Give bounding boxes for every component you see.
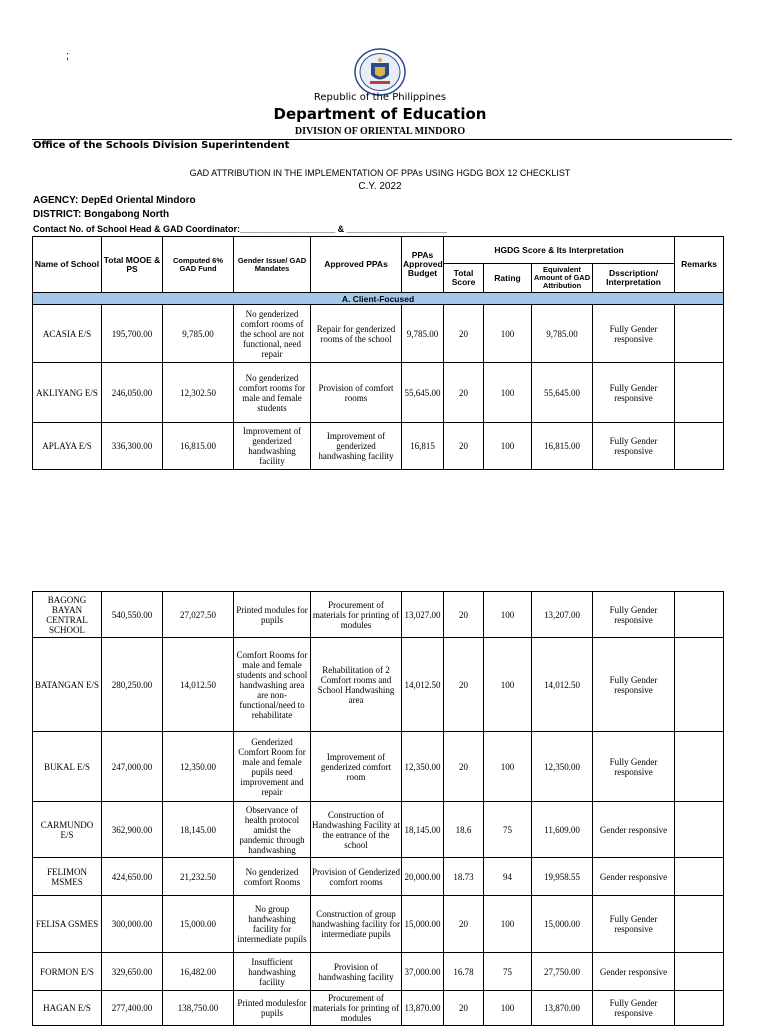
cell-equiv: 11,609.00 <box>532 802 593 858</box>
cell-moe: 424,650.00 <box>102 858 163 896</box>
cell-budget: 13,870.00 <box>402 991 444 1026</box>
cell-rating: 100 <box>484 896 532 953</box>
cell-moe: 362,900.00 <box>102 802 163 858</box>
cell-equiv: 27,750.00 <box>532 953 593 991</box>
cell-moe: 540,550.00 <box>102 592 163 638</box>
header-ppas: Approved PPAs <box>311 237 402 293</box>
table-row <box>33 802 724 858</box>
cell-budget: 14,012.50 <box>402 638 444 732</box>
department-title: Department of Education <box>273 105 487 123</box>
cell-ppa: Repair for genderized rooms of the school <box>311 305 402 363</box>
cell-score: 20 <box>444 991 484 1026</box>
cell-desc: Fully Gender responsive <box>593 732 675 802</box>
cell-gad: 16,815.00 <box>163 423 234 470</box>
cell-score: 18.73 <box>444 858 484 896</box>
cell-score: 20 <box>444 363 484 423</box>
cell-score: 20 <box>444 305 484 363</box>
document-title: GAD ATTRIBUTION IN THE IMPLEMENTATION OF PPAs USING HGDG BOX 12 CHECKLIST <box>189 168 571 178</box>
cell-issue: No genderized comfort Rooms <box>234 858 311 896</box>
cell-gad: 9,785.00 <box>163 305 234 363</box>
cell-rating: 100 <box>484 423 532 470</box>
cell-rating: 100 <box>484 991 532 1026</box>
cell-moe: 246,050.00 <box>102 363 163 423</box>
cell-desc: Fully Gender responsive <box>593 991 675 1026</box>
cell-rating: 75 <box>484 953 532 991</box>
office-label: Office of the Schools Division Superintendent <box>33 140 290 151</box>
cell-moe: 195,700.00 <box>102 305 163 363</box>
cell-issue: Printed modulesfor pupils <box>234 991 311 1026</box>
cell-budget: 9,785.00 <box>402 305 444 363</box>
cell-ppa: Procurement of materials for printing of modules <box>311 991 402 1026</box>
cell-budget: 18,145.00 <box>402 802 444 858</box>
header-moe: Total MOOE & PS <box>102 237 163 293</box>
cell-remarks <box>675 953 724 991</box>
cell-remarks <box>675 732 724 802</box>
table-row <box>33 858 724 896</box>
cell-remarks <box>675 423 724 470</box>
cell-budget: 15,000.00 <box>402 896 444 953</box>
table-row <box>33 953 724 991</box>
cell-desc: Gender responsive <box>593 802 675 858</box>
table-row <box>33 305 724 363</box>
cell-issue: Insufficient handwashing facility <box>234 953 311 991</box>
table-row <box>33 732 724 802</box>
cell-score: 18.6 <box>444 802 484 858</box>
cell-name: BAGONG BAYAN CENTRAL SCHOOL <box>33 592 102 638</box>
cell-score: 20 <box>444 638 484 732</box>
cell-equiv: 16,815.00 <box>532 423 593 470</box>
cell-ppa: Construction of Handwashing Facility at the entrance of the school <box>311 802 402 858</box>
header-remarks: Remarks <box>675 237 724 293</box>
cell-rating: 100 <box>484 638 532 732</box>
cell-desc: Fully Gender responsive <box>593 305 675 363</box>
cell-score: 20 <box>444 732 484 802</box>
cell-desc: Fully Gender responsive <box>593 896 675 953</box>
cell-remarks <box>675 638 724 732</box>
table-row <box>33 423 724 470</box>
table-row <box>33 896 724 953</box>
cell-gad: 138,750.00 <box>163 991 234 1026</box>
header-gad-fund: Computed 6% GAD Fund <box>163 237 234 293</box>
header-total-score: Total Score <box>444 264 484 293</box>
cell-ppa: Construction of group handwashing facility for intermediate pupils <box>311 896 402 953</box>
header-name: Name of School <box>33 237 102 293</box>
header-hgdg: HGDG Score & Its Interpretation <box>444 237 675 264</box>
cell-gad: 12,302.50 <box>163 363 234 423</box>
cell-issue: No genderized comfort rooms for male and female students <box>234 363 311 423</box>
header-rating: Rating <box>484 264 532 293</box>
cell-equiv: 55,645.00 <box>532 363 593 423</box>
header-equivalent: Equivalent Amount of GAD Attribution <box>532 264 593 293</box>
header-description: Dsscription/ Interpretation <box>593 264 675 293</box>
cell-name: AKLIYANG E/S <box>33 363 102 423</box>
cell-name: FORMON E/S <box>33 953 102 991</box>
agency-line: AGENCY: DepEd Oriental Mindoro <box>33 195 196 206</box>
cell-name: CARMUNDO E/S <box>33 802 102 858</box>
section-client-focused: A. Client-Focused <box>33 293 724 305</box>
cell-budget: 55,645.00 <box>402 363 444 423</box>
cell-budget: 12,350.00 <box>402 732 444 802</box>
table-row <box>33 363 724 423</box>
cell-equiv: 14,012.50 <box>532 638 593 732</box>
table-row <box>33 638 724 732</box>
cell-budget: 37,000.00 <box>402 953 444 991</box>
cell-name: FELISA GSMES <box>33 896 102 953</box>
cell-remarks <box>675 592 724 638</box>
calendar-year: C.Y. 2022 <box>358 181 402 192</box>
cell-gad: 16,482.00 <box>163 953 234 991</box>
cell-rating: 75 <box>484 802 532 858</box>
cell-equiv: 9,785.00 <box>532 305 593 363</box>
cell-ppa: Provision of handwashing facility <box>311 953 402 991</box>
gad-table-page2 <box>32 591 724 1026</box>
cell-score: 20 <box>444 592 484 638</box>
republic-label: Republic of the Philippines <box>313 92 447 103</box>
header-budget: PPAs Approved Budget <box>402 237 444 293</box>
table-row <box>33 592 724 638</box>
cell-ppa: Rehabilitation of 2 Comfort rooms and School Handwashing area <box>311 638 402 732</box>
cell-equiv: 19,958.55 <box>532 858 593 896</box>
cell-score: 20 <box>444 896 484 953</box>
cell-name: APLAYA E/S <box>33 423 102 470</box>
division-label: DIVISION OF ORIENTAL MINDORO <box>294 126 466 137</box>
cell-remarks <box>675 896 724 953</box>
cell-score: 20 <box>444 423 484 470</box>
cell-budget: 13,027.00 <box>402 592 444 638</box>
cell-ppa: Provision of Genderized comfort rooms <box>311 858 402 896</box>
cell-name: BATANGAN E/S <box>33 638 102 732</box>
cell-gad: 15,000.00 <box>163 896 234 953</box>
cell-name: ACASIA E/S <box>33 305 102 363</box>
cell-desc: Gender responsive <box>593 858 675 896</box>
cell-name: BUKAL E/S <box>33 732 102 802</box>
cell-moe: 247,000.00 <box>102 732 163 802</box>
cell-moe: 336,300.00 <box>102 423 163 470</box>
table-row <box>33 991 724 1026</box>
cell-equiv: 12,350.00 <box>532 732 593 802</box>
cell-issue: No genderized comfort rooms of the school are not functional, need repair <box>234 305 311 363</box>
gad-table-page1 <box>32 236 724 470</box>
cell-desc: Fully Gender responsive <box>593 592 675 638</box>
cell-ppa: Provision of comfort rooms <box>311 363 402 423</box>
cell-name: FELIMON MSMES <box>33 858 102 896</box>
cell-rating: 94 <box>484 858 532 896</box>
cell-remarks <box>675 991 724 1026</box>
cell-issue: Printed modules for pupils <box>234 592 311 638</box>
cell-equiv: 13,870.00 <box>532 991 593 1026</box>
cell-desc: Fully Gender responsive <box>593 363 675 423</box>
cell-gad: 27,027.50 <box>163 592 234 638</box>
cell-desc: Gender responsive <box>593 953 675 991</box>
cell-gad: 18,145.00 <box>163 802 234 858</box>
cell-issue: No group handwashing facility for intermediate pupils <box>234 896 311 953</box>
contact-line: Contact No. of School Head & GAD Coordinator:___________________ & ____________________ <box>33 224 447 234</box>
cell-rating: 100 <box>484 732 532 802</box>
cell-remarks <box>675 363 724 423</box>
cell-moe: 300,000.00 <box>102 896 163 953</box>
cell-budget: 16,815 <box>402 423 444 470</box>
cell-ppa: Improvement of genderized comfort room <box>311 732 402 802</box>
cell-issue: Comfort Rooms for male and female students and school handwashing area are non-functional/need to rehabilitate <box>234 638 311 732</box>
cell-ppa: Improvement of genderized handwashing facility <box>311 423 402 470</box>
cell-remarks <box>675 305 724 363</box>
cell-equiv: 15,000.00 <box>532 896 593 953</box>
cell-remarks <box>675 858 724 896</box>
cell-moe: 329,650.00 <box>102 953 163 991</box>
stray-semicolon: ; <box>66 50 70 62</box>
cell-moe: 280,250.00 <box>102 638 163 732</box>
cell-gad: 21,232.50 <box>163 858 234 896</box>
cell-ppa: Procurement of materials for printing of modules <box>311 592 402 638</box>
cell-budget: 20,000.00 <box>402 858 444 896</box>
cell-rating: 100 <box>484 592 532 638</box>
cell-issue: Observance of health protocol amidst the pandemic through handwashing <box>234 802 311 858</box>
cell-name: HAGAN E/S <box>33 991 102 1026</box>
cell-score: 16.78 <box>444 953 484 991</box>
cell-desc: Fully Gender responsive <box>593 638 675 732</box>
cell-issue: Genderized Comfort Room for male and female pupils need improvement and repair <box>234 732 311 802</box>
cell-equiv: 13,207.00 <box>532 592 593 638</box>
cell-remarks <box>675 802 724 858</box>
district-line: DISTRICT: Bongabong North <box>33 209 170 220</box>
header-gender-issue: Gender Issue/ GAD Mandates <box>234 237 311 293</box>
deped-seal-icon <box>353 48 407 96</box>
cell-gad: 12,350.00 <box>163 732 234 802</box>
cell-gad: 14,012.50 <box>163 638 234 732</box>
cell-rating: 100 <box>484 363 532 423</box>
cell-moe: 277,400.00 <box>102 991 163 1026</box>
cell-desc: Fully Gender responsive <box>593 423 675 470</box>
cell-issue: Improvement of genderized handwashing facility <box>234 423 311 470</box>
cell-rating: 100 <box>484 305 532 363</box>
